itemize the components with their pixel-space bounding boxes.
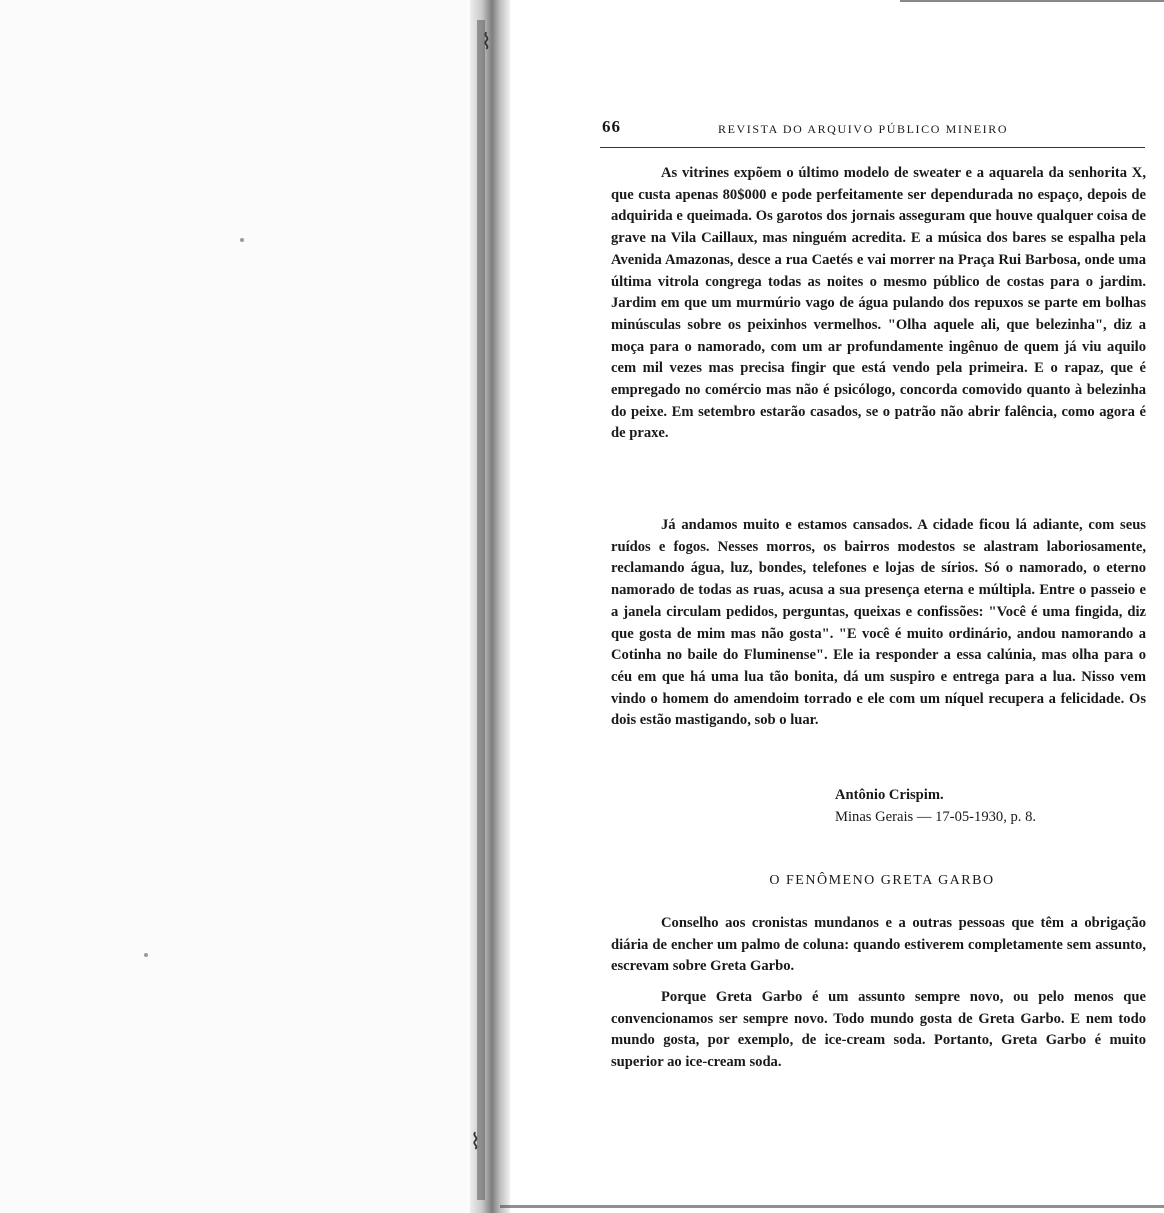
gutter-shadow [477, 20, 485, 1200]
article-paragraph [611, 163, 1146, 445]
page-header [600, 117, 1145, 148]
gutter-mark-icon: ⌇ [481, 30, 492, 55]
scan-speck [144, 953, 148, 957]
source-citation: Minas Gerais — 17-05-1930, p. 8. [835, 809, 1037, 825]
left-page-blank [0, 0, 470, 1213]
paragraph-text: Já andamos muito e estamos cansados. A cidade ficou lá adiante, com seus ruídos e fogos. Nesses morros, os bairros modestos se alastram laboriosamente, reclamando água, luz, bondes, telefones e lojas de sírios. Só o namorado, o eterno namorado de todas as ruas, acusa a sua presença eterna e múltipla. Entre o passeio e a janela circulam pedidos, perguntas, queixas e confissões: "Você é uma fingida, diz que gosta de mim mas não gosta". "E você é muito ordinário, andou namorando a Cotinha no baile do Fluminense". Ele ia responder a essa calúnia, mas olha para o céu em que há uma lua tão bonita, dá um suspiro e entrega para a lua. Nisso vem vindo o homem do amendoim torrado e ele com um níquel recupera a felicidade. Os dois estão mastigando, sob o luar. [611, 517, 1146, 729]
book-gutter [470, 0, 510, 1213]
scan-top-edge [900, 0, 1164, 2]
page-number: 66 [602, 117, 621, 136]
author-signature: Antônio Crispim. [835, 787, 944, 803]
paragraph-text: Conselho aos cronistas mundanos e a outras pessoas que têm a obrigação diária de encher um palmo de coluna: quando estiverem completamente sem assunto, escrevam sobre Greta Garbo. [611, 915, 1146, 975]
paragraph-text: As vitrines expõem o último modelo de sweater e a aquarela da senhorita X, que custa apenas 80$000 e pode perfeitamente ser dependurada no espaço, depois de adquirida e queimada. Os garotos dos jornais asseguram que houve qualquer coisa de grave na Vila Caillaux, mas ninguém acredita. E a música dos bares se espalha pela Avenida Amazonas, desce a rua Caetés e vai morrer na Praça Rui Barbosa, onde uma última vitrola congrega todas as noites o mesmo público de costas para o jardim. Jardim em que um murmúrio vago de água pulando dos repuxos se parte em bolhas minúsculas sobre os peixinhos vermelhos. "Olha aquele ali, que belezinha", diz a moça para o namorado, com um ar profundamente ingênuo de quem já viu aquilo cem mil vezes mas precisa fingir que está vendo pela primeira. E o rapaz, que é empregado no comércio mas não é psicólogo, concorda comovido quanto à belezinha do peixe. Em setembro estarão casados, se o patrão não abrir falência, como agora é de praxe. [611, 165, 1146, 442]
article-paragraph [611, 987, 1146, 1074]
running-head: REVISTA DO ARQUIVO PÚBLICO MINEIRO [718, 122, 1009, 136]
scan-bottom-edge [500, 1205, 1164, 1208]
paragraph-text: Porque Greta Garbo é um assunto sempre novo, ou pelo menos que convencionamos ser sempre novo. Todo mundo gosta de Greta Garbo. E nem todo mundo gosta, por exemplo, de ice-cream soda. Portanto, Greta Garbo é muito superior ao ice-cream soda. [611, 989, 1146, 1071]
article-paragraph [611, 515, 1146, 732]
scan-speck [240, 238, 244, 242]
article-title: O FENÔMENO GRETA GARBO [769, 873, 995, 888]
gutter-mark-icon: ⌇ [470, 1130, 481, 1155]
article-paragraph [611, 913, 1146, 978]
